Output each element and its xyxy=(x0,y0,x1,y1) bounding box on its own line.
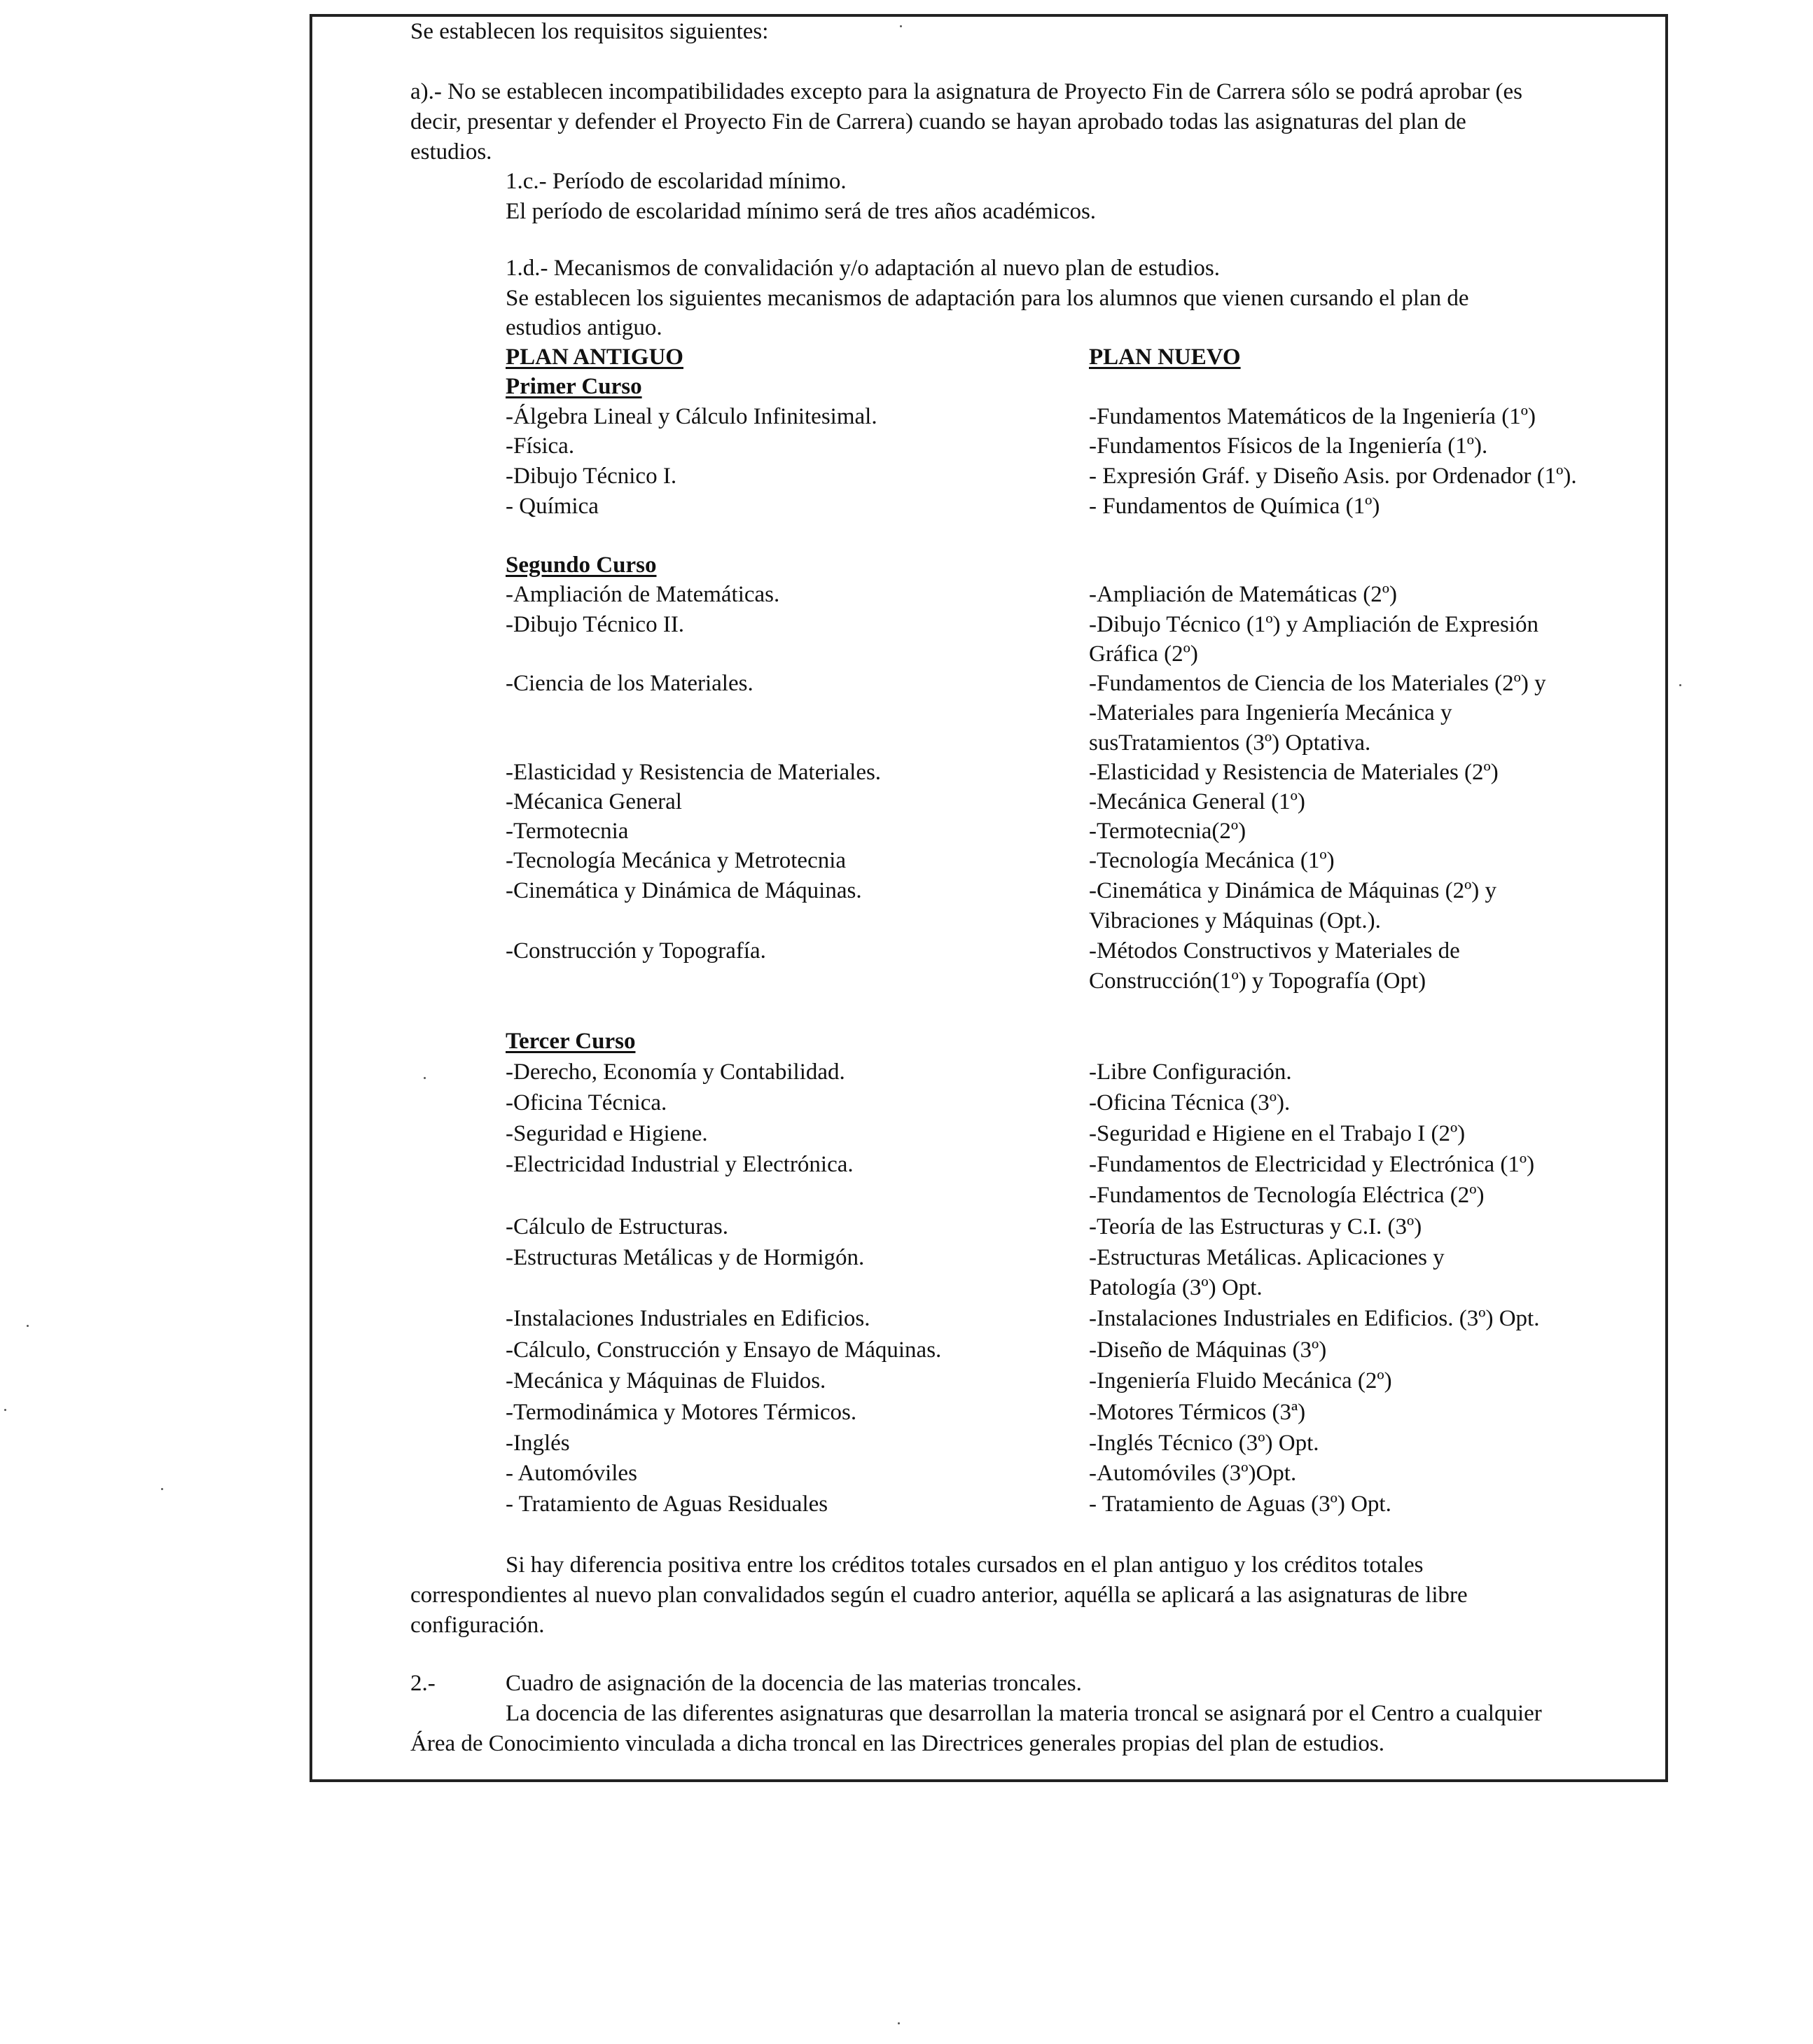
table-row-old: -Dibujo Técnico II. xyxy=(506,612,685,637)
section-2-text: La docencia de las diferentes asignaturas que desarrollan la materia troncal se asignará por el Centro a cualquier xyxy=(506,1701,1542,1726)
table-row-old: -Termodinámica y Motores Térmicos. xyxy=(506,1400,857,1425)
table-row-old: - Automóviles xyxy=(506,1461,637,1486)
section-2-text: Área de Conocimiento vinculada a dicha troncal en las Directrices generales propias del plan de estudios. xyxy=(410,1731,1384,1756)
table-row-new: -Diseño de Máquinas (3º) xyxy=(1089,1337,1327,1363)
table-row-old: -Inglés xyxy=(506,1431,570,1456)
table-row-old: - Química xyxy=(506,494,599,519)
table-row-old: -Ciencia de los Materiales. xyxy=(506,671,753,696)
section-1d-text: estudios antiguo. xyxy=(506,315,662,340)
scan-speck xyxy=(161,1488,163,1490)
scan-speck xyxy=(424,1077,426,1079)
table-row-old: -Ampliación de Matemáticas. xyxy=(506,582,780,607)
table-row-old: -Cálculo, Construcción y Ensayo de Máquinas. xyxy=(506,1337,942,1363)
table-row-new: susTratamientos (3º) Optativa. xyxy=(1089,730,1371,756)
credits-paragraph: Si hay diferencia positiva entre los créditos totales cursados en el plan antiguo y los créditos totales xyxy=(506,1552,1424,1578)
table-row-new: -Teoría de las Estructuras y C.I. (3º) xyxy=(1089,1214,1422,1239)
table-row-new: - Fundamentos de Química (1º) xyxy=(1089,494,1380,519)
section-2-number: 2.- xyxy=(410,1671,436,1696)
table-row-new: -Fundamentos de Tecnología Eléctrica (2º) xyxy=(1089,1183,1485,1208)
scan-speck xyxy=(1679,684,1681,686)
credits-paragraph: correspondientes al nuevo plan convalidados según el cuadro anterior, aquélla se aplicará a las asignaturas de libre xyxy=(410,1583,1468,1608)
scan-speck xyxy=(898,2022,900,2024)
table-row-new: -Fundamentos de Electricidad y Electrónica (1º) xyxy=(1089,1152,1535,1177)
table-row-new: -Motores Térmicos (3ª) xyxy=(1089,1400,1306,1425)
section-1d-heading: 1.d.- Mecanismos de convalidación y/o adaptación al nuevo plan de estudios. xyxy=(506,256,1220,281)
table-row-new: -Fundamentos Matemáticos de la Ingeniería (1º) xyxy=(1089,404,1536,429)
table-row-new: Gráfica (2º) xyxy=(1089,641,1198,667)
requirement-a-line: a).- No se establecen incompatibilidades excepto para la asignatura de Proyecto Fin de Carrera sólo se podrá aprobar (es xyxy=(410,79,1522,104)
second-year-title: Segundo Curso xyxy=(506,552,657,578)
table-row-new: Construcción(1º) y Topografía (Opt) xyxy=(1089,968,1426,994)
table-row-new: -Ampliación de Matemáticas (2º) xyxy=(1089,582,1397,607)
section-2-title: Cuadro de asignación de la docencia de las materias troncales. xyxy=(506,1671,1082,1696)
section-1c-heading: 1.c.- Período de escolaridad mínimo. xyxy=(506,169,847,194)
table-row-new: -Fundamentos de Ciencia de los Materiales (2º) y xyxy=(1089,671,1546,696)
section-1d-text: Se establecen los siguientes mecanismos de adaptación para los alumnos que vienen cursando el plan de xyxy=(506,286,1469,311)
first-year-title: Primer Curso xyxy=(506,374,642,399)
table-row-old: -Física. xyxy=(506,433,575,459)
table-row-new: Vibraciones y Máquinas (Opt.). xyxy=(1089,908,1381,933)
table-row-new: -Oficina Técnica (3º). xyxy=(1089,1090,1291,1115)
table-row-old: -Construcción y Topografía. xyxy=(506,938,766,964)
table-row-old: -Cálculo de Estructuras. xyxy=(506,1214,728,1239)
table-row-new: -Métodos Constructivos y Materiales de xyxy=(1089,938,1460,964)
table-row-new: -Dibujo Técnico (1º) y Ampliación de Expresión xyxy=(1089,612,1538,637)
table-row-new: -Elasticidad y Resistencia de Materiales (2º) xyxy=(1089,760,1499,785)
table-row-new: -Tecnología Mecánica (1º) xyxy=(1089,848,1335,873)
table-row-new: -Estructuras Metálicas. Aplicaciones y xyxy=(1089,1245,1445,1270)
table-row-new: -Mecánica General (1º) xyxy=(1089,789,1305,814)
table-row-old: -Electricidad Industrial y Electrónica. xyxy=(506,1152,854,1177)
header-plan-antiguo: PLAN ANTIGUO xyxy=(506,345,683,370)
requirement-a-line: decir, presentar y defender el Proyecto Fin de Carrera) cuando se hayan aprobado todas las asignaturas del plan de xyxy=(410,109,1466,134)
header-plan-nuevo: PLAN NUEVO xyxy=(1089,345,1241,370)
table-row-new: -Materiales para Ingeniería Mecánica y xyxy=(1089,700,1452,725)
requirement-a-line: estudios. xyxy=(410,139,492,165)
table-row-new: -Instalaciones Industriales en Edificios. (3º) Opt. xyxy=(1089,1306,1540,1331)
table-row-new: -Termotecnia(2º) xyxy=(1089,819,1246,844)
table-row-old: -Álgebra Lineal y Cálculo Infinitesimal. xyxy=(506,404,877,429)
credits-paragraph: configuración. xyxy=(410,1613,545,1638)
table-row-new: Patología (3º) Opt. xyxy=(1089,1275,1263,1300)
table-row-old: -Mécanica General xyxy=(506,789,682,814)
table-row-old: -Oficina Técnica. xyxy=(506,1090,667,1115)
table-row-new: -Seguridad e Higiene en el Trabajo I (2º) xyxy=(1089,1121,1466,1146)
table-row-old: -Tecnología Mecánica y Metrotecnia xyxy=(506,848,847,873)
table-row-old: -Dibujo Técnico I. xyxy=(506,464,677,489)
table-row-old: -Derecho, Economía y Contabilidad. xyxy=(506,1059,845,1085)
table-row-old: - Tratamiento de Aguas Residuales xyxy=(506,1492,828,1517)
requirements-heading: Se establecen los requisitos siguientes: xyxy=(410,19,769,44)
table-row-new: -Inglés Técnico (3º) Opt. xyxy=(1089,1431,1319,1456)
table-row-new: - Expresión Gráf. y Diseño Asis. por Ordenador (1º). xyxy=(1089,464,1577,489)
scan-speck xyxy=(27,1325,29,1327)
section-1c-text: El período de escolaridad mínimo será de tres años académicos. xyxy=(506,199,1097,224)
table-row-new: -Fundamentos Físicos de la Ingeniería (1º). xyxy=(1089,433,1488,459)
table-row-old: -Cinemática y Dinámica de Máquinas. xyxy=(506,878,862,903)
table-row-old: -Seguridad e Higiene. xyxy=(506,1121,708,1146)
table-row-new: -Automóviles (3º)Opt. xyxy=(1089,1461,1297,1486)
third-year-title: Tercer Curso xyxy=(506,1029,636,1054)
scan-speck xyxy=(900,25,902,27)
table-row-new: -Cinemática y Dinámica de Máquinas (2º) y xyxy=(1089,878,1497,903)
table-row-old: -Elasticidad y Resistencia de Materiales. xyxy=(506,760,882,785)
table-row-old: -Mecánica y Máquinas de Fluidos. xyxy=(506,1368,826,1393)
scan-speck xyxy=(4,1409,6,1411)
table-row-new: -Ingeniería Fluido Mecánica (2º) xyxy=(1089,1368,1392,1393)
table-row-new: -Libre Configuración. xyxy=(1089,1059,1292,1085)
table-row-old: -Estructuras Metálicas y de Hormigón. xyxy=(506,1245,865,1270)
table-row-new: - Tratamiento de Aguas (3º) Opt. xyxy=(1089,1492,1391,1517)
table-row-old: -Termotecnia xyxy=(506,819,629,844)
table-row-old: -Instalaciones Industriales en Edificios. xyxy=(506,1306,870,1331)
